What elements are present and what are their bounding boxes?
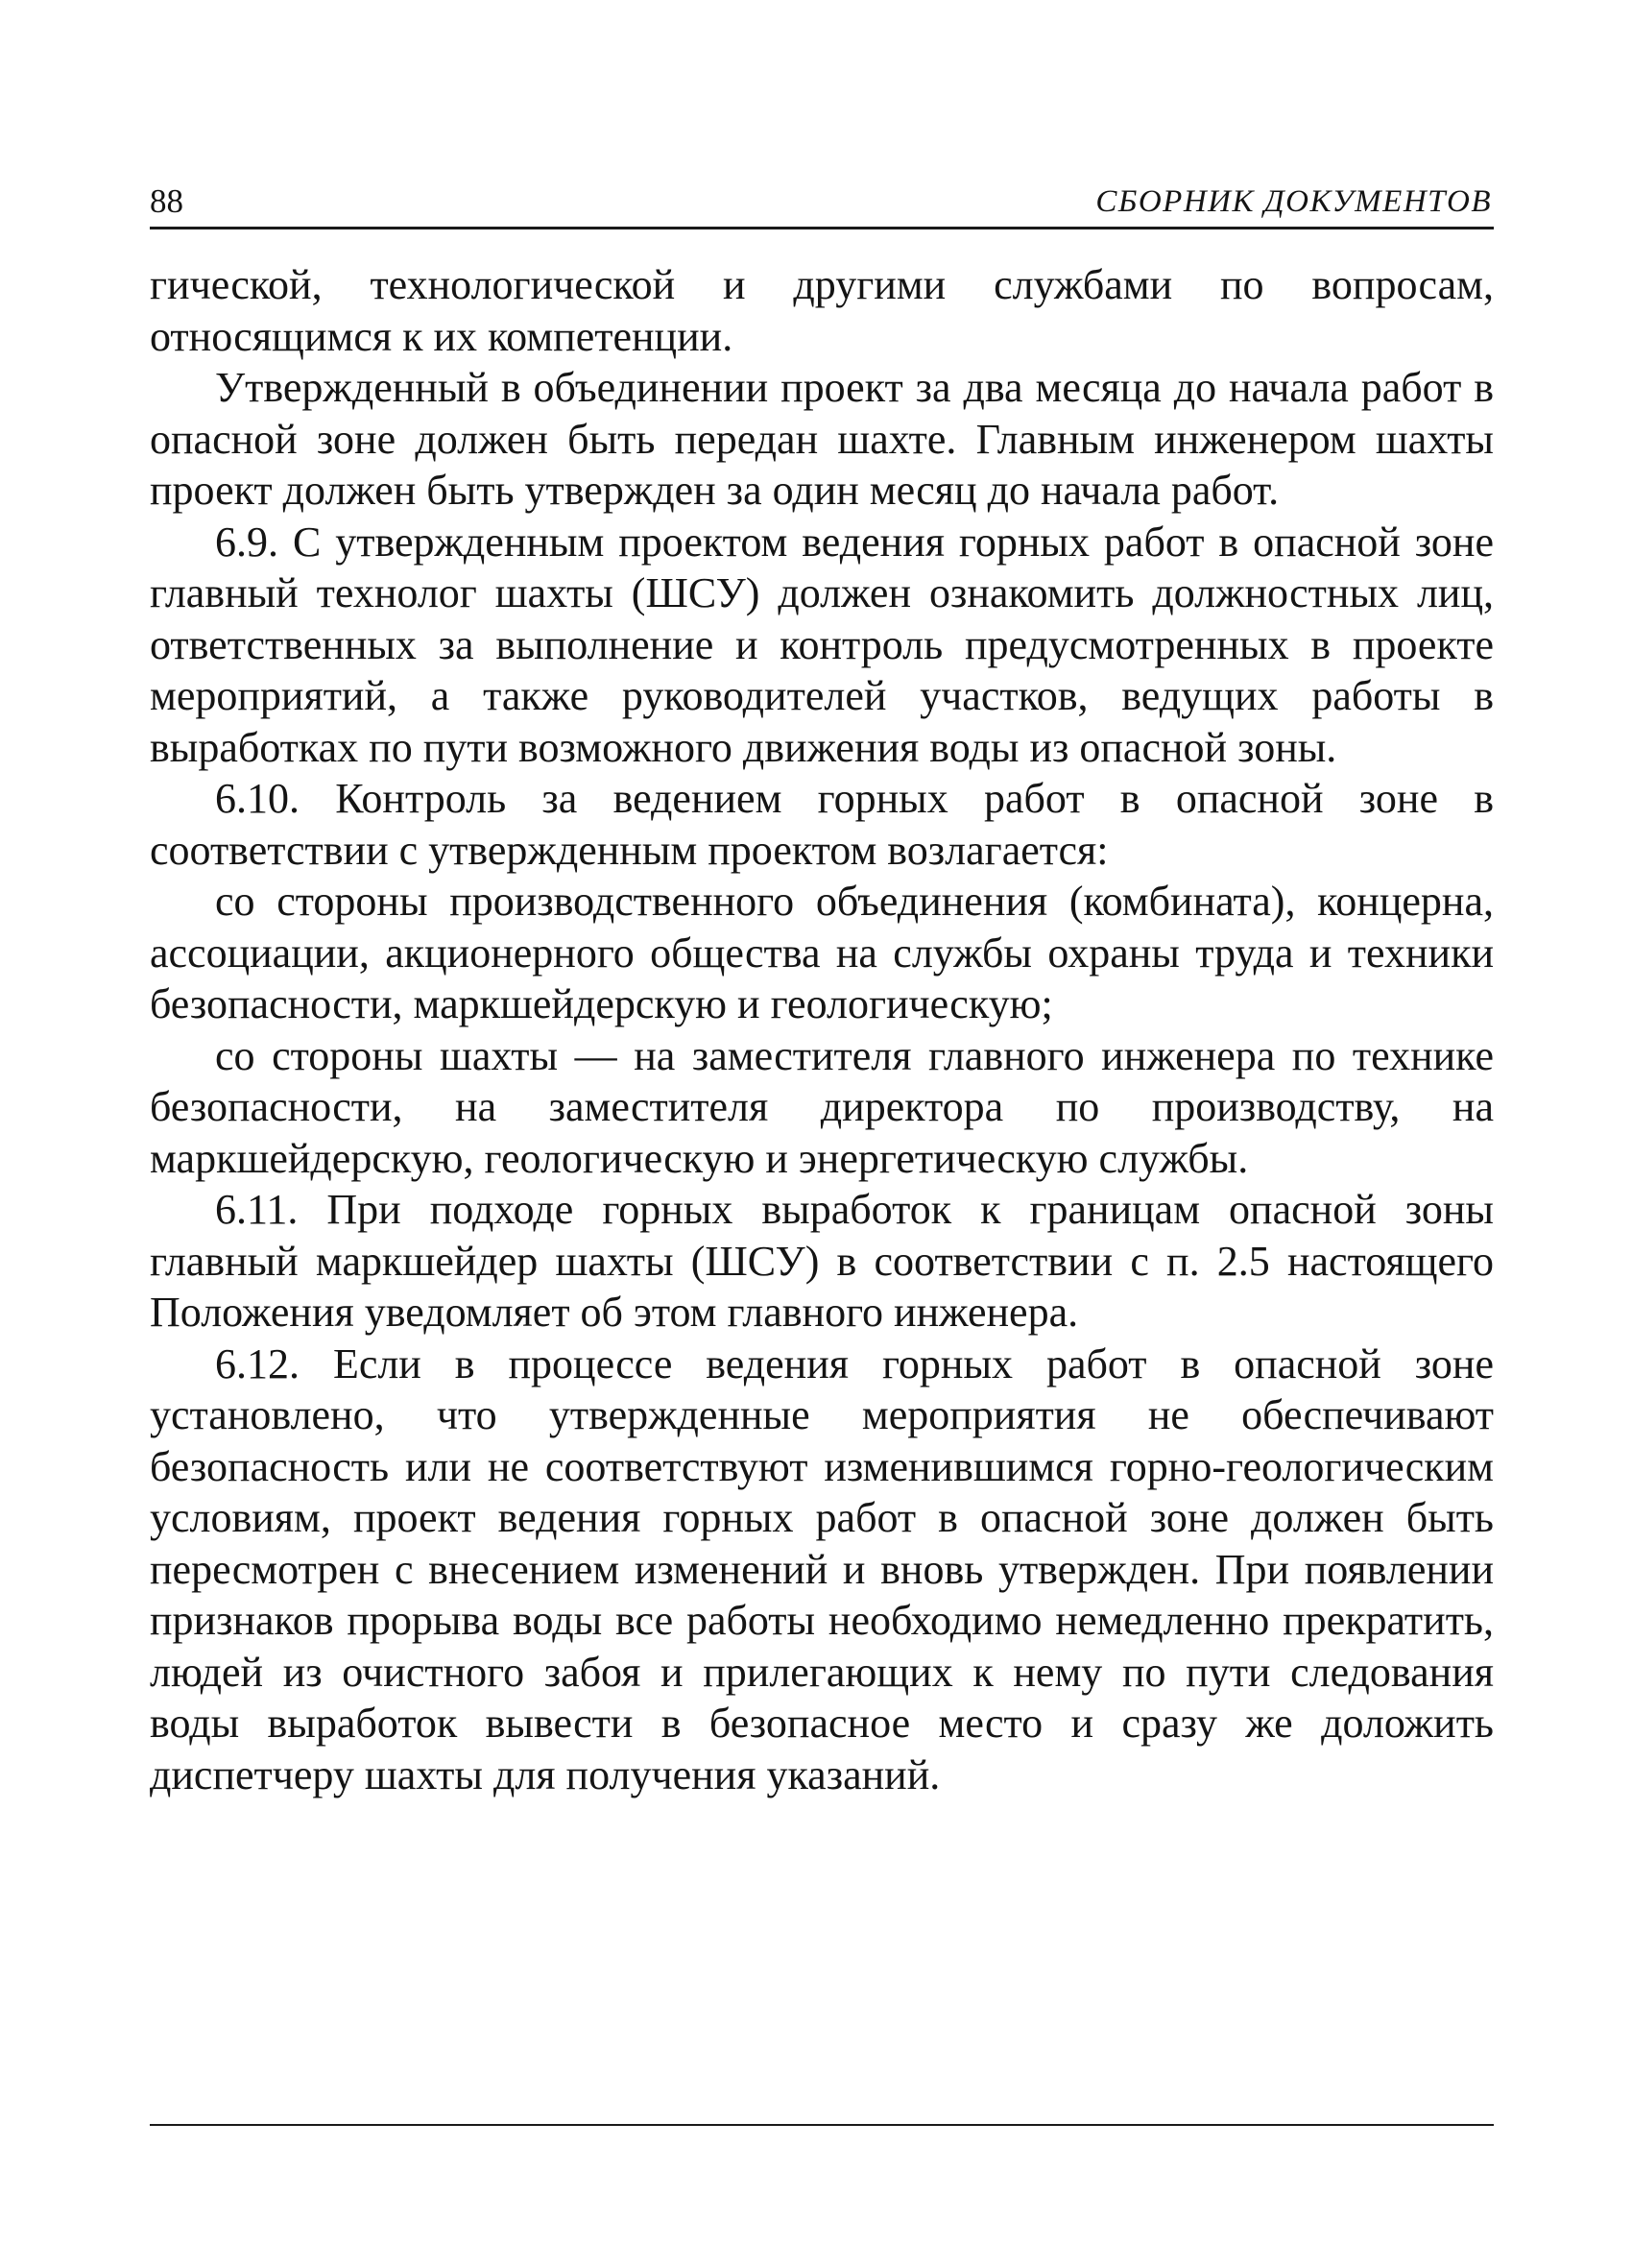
paragraph-6-11: 6.11. При подходе горных выработок к границам опасной зоны главный маркшейдер шахты (ШСУ) в соответствии с п. 2.5 настоящего Положения уведомляет об этом главного инженера.	[150, 1186, 1494, 1336]
paragraph-project-approval: Утвержденный в объединении проект за два месяца до начала работ в опасной зоне должен быть передан шахте. Главным инженером шахты проект должен быть утвержден за один месяц до начала работ.	[150, 364, 1494, 514]
paragraph-control-association: со стороны производственного объединения (комбината), концерна, ассоциации, акционерного общества на службы охраны труда и техники безопасности, маркшейдерскую и геологическую;	[150, 878, 1494, 1027]
paragraph-6-10: 6.10. Контроль за ведением горных работ в опасной зоне в соответствии с утвержденным проектом возлагается:	[150, 775, 1494, 874]
paragraph-6-9: 6.9. С утвержденным проектом ведения горных работ в опасной зоне главный технолог шахты (ШСУ) должен ознакомить должностных лиц, ответственных за выполнение и контроль предусмотренных в проекте мероприятий, а также руководителей участков, ведущих работы в выработках по пути возможного движения воды из опасной зоны.	[150, 518, 1494, 771]
paragraph-control-mine: со стороны шахты — на заместителя главного инженера по технике безопасности, на заместителя директора по производству, на маркшейдерскую, геологическую и энергетическую службы.	[150, 1031, 1494, 1182]
running-title: СБОРНИК ДОКУМЕНТОВ	[1095, 184, 1492, 219]
body-text	[150, 259, 1494, 1800]
page-header	[150, 173, 1494, 229]
footer-rule	[150, 2124, 1494, 2126]
paragraph-continuation: гической, технологической и другими службами по вопросам, относящимся к их компетенции.	[150, 261, 1494, 360]
paragraph-6-12: 6.12. Если в процессе ведения горных работ в опасной зоне установлено, что утвержденные мероприятия не обеспечивают безопасность или не соответствуют изменившимся горно-геологическим условиям, проект ведения горных работ в опасной зоне должен быть пересмотрен с внесением изменений и вновь утвержден. При появлении признаков прорыва воды все работы необходимо немедленно прекратить, людей из очистного забоя и прилегающих к нему по пути следования воды выработок вывести в безопасное место и сразу же доложить диспетчеру шахты для получения указаний.	[150, 1339, 1494, 1798]
page-number: 88	[150, 182, 183, 220]
